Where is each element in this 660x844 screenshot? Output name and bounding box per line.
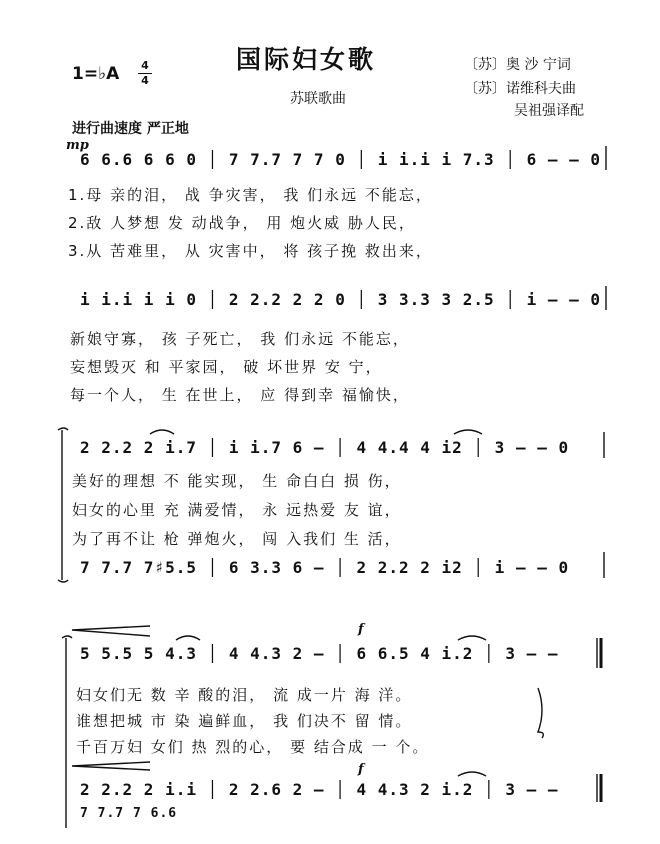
lyric-line: 美好的理想 不 能实现， 生 命白白 损 伤，: [72, 472, 402, 490]
lyric-brace: [538, 688, 543, 738]
song-subtitle: 苏联歌曲: [290, 91, 346, 107]
time-signature-bottom: 4: [141, 74, 149, 87]
bracket-hook: [58, 428, 68, 430]
key-signature: 1=♭A: [72, 64, 120, 84]
composer-credit: 〔苏〕诺维科夫曲: [464, 81, 576, 97]
lyric-line: 妄想毁灭 和 平家园， 破 坏世界 安 宁，: [70, 358, 383, 376]
lower-notation-line: 7 7.7 7 6.6: [80, 806, 178, 821]
notation-line: i i.i i i 0 │ 2 2.2 2 2 0 │ 3 3.3 3 2.5 │ i – – 0: [80, 290, 602, 309]
lyric-line: 2.敌 人梦想 发 动战争， 用 炮火威 胁人民，: [68, 214, 416, 232]
crescendo-hairpin: [72, 626, 150, 636]
slur: [454, 430, 482, 434]
lyric-line: 3.从 苦难里， 从 灾害中， 将 孩子挽 救出来，: [68, 242, 433, 260]
slur: [458, 636, 486, 640]
lyricist-credit: 〔苏〕奥 沙 宁词: [464, 57, 571, 73]
slur: [176, 636, 200, 640]
slur: [458, 772, 486, 776]
dynamic-mark: f: [358, 762, 364, 777]
crescendo-hairpin: [72, 762, 150, 770]
tempo-marking: 进行曲速度 严正地: [72, 121, 189, 137]
lower-notation-line: 7 7.7 7♯5.5 │ 6 3.3 6 – │ 2 2.2 2 i2 │ i – – 0: [80, 558, 570, 577]
dynamic-mark: f: [358, 622, 364, 637]
lyric-line: 为了再不让 枪 弹炮火， 闯 入我们 生 活，: [72, 530, 402, 548]
lower-notation-line: 2 2.2 2 i.i │ 2 2.6 2 – │ 4 4.3 2 i.2 │ 3 – –: [80, 780, 559, 799]
lyric-line: 新娘守寡， 孩 子死亡， 我 们永远 不能忘，: [70, 330, 410, 348]
bracket-hook: [58, 580, 68, 582]
slur: [150, 430, 174, 434]
translator-credit: 吴祖强译配: [514, 103, 584, 119]
lyric-line: 谁想把城 市 染 遍鲜血， 我 们决不 留 情。: [76, 712, 413, 730]
notation-line: 5 5.5 5 4.3 │ 4 4.3 2 – │ 6 6.5 4 i.2 │ 3 – –: [80, 644, 559, 663]
notation-line: 2 2.2 2 i.7 │ i i.7 6 – │ 4 4.4 4 i2 │ 3 – – 0: [80, 438, 570, 457]
lyric-line: 每一个人， 生 在世上， 应 得到幸 福愉快，: [70, 386, 410, 404]
time-signature-top: 4: [141, 59, 149, 72]
song-title: 国际妇女歌: [236, 45, 377, 74]
notation-line: 6 6.6 6 6 0 │ 7 7.7 7 7 0 │ i i.i i 7.3 │ 6 – – 0: [80, 150, 602, 169]
lyric-line: 妇女的心里 充 满爱情， 永 远热爱 友 谊，: [72, 501, 402, 519]
lyric-line: 妇女们无 数 辛 酸的泪， 流 成一片 海 洋。: [76, 686, 413, 704]
dynamic-mark: mp: [66, 138, 89, 153]
lyric-line: 千百万妇 女们 热 烈的心， 要 结合成 一 个。: [76, 738, 430, 756]
lyric-line: 1.母 亲的泪， 战 争灾害， 我 们永远 不能忘，: [68, 186, 433, 204]
bracket-hook: [62, 636, 72, 638]
